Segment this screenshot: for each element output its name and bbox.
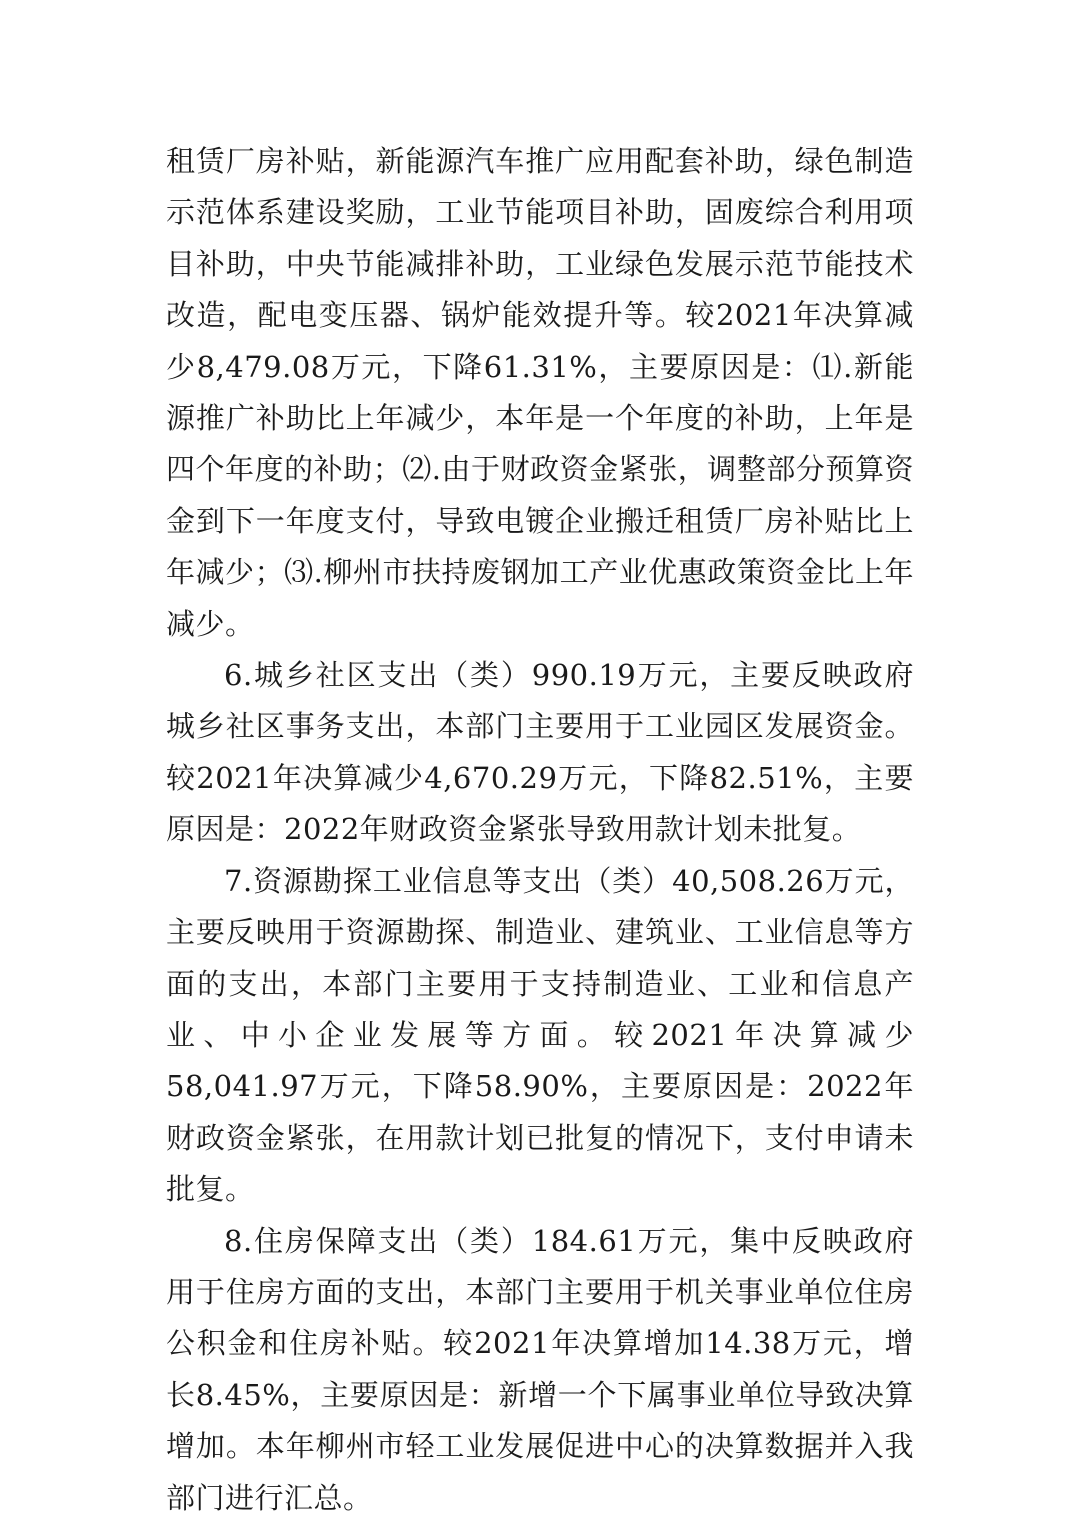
document-body: [166, 136, 914, 1524]
paragraph-resource-industry-info-expenditure: 7.资源勘探工业信息等支出（类）40,508.26万元，主要反映用于资源勘探、制造业、建筑业、工业信息等方面的支出，本部门主要用于支持制造业、工业和信息产业、中小企业发展等方面。较2021年决算减少58,041.97万元，下降58.90%，主要原因是：2022年财政资金紧张，在用款计划已批复的情况下，支付申请未批复。: [166, 863, 914, 1207]
paragraph-urban-rural-community-expenditure: 6.城乡社区支出（类）990.19万元，主要反映政府城乡社区事务支出，本部门主要用于工业园区发展资金。较2021年决算减少4,670.29万元，下降82.51%，主要原因是：2022年财政资金紧张导致用款计划未批复。: [166, 658, 914, 847]
paragraph-housing-security-expenditure: 8.住房保障支出（类）184.61万元，集中反映政府用于住房方面的支出，本部门主要用于机关事业单位住房公积金和住房补贴。较2021年决算增加14.38万元，增长8.45%，主要原因是：新增一个下属事业单位导致决算增加。本年柳州市轻工业发展促进中心的决算数据并入我部门进行汇总。: [166, 1223, 914, 1515]
paragraph-continuation: 租赁厂房补贴，新能源汽车推广应用配套补助，绿色制造示范体系建设奖励，工业节能项目补助，固废综合利用项目补助，中央节能减排补助，工业绿色发展示范节能技术改造，配电变压器、锅炉能效提升等。较2021年决算减少8,479.08万元，下降61.31%，主要原因是：⑴.新能源推广补助比上年减少，本年是一个年度的补助，上年是四个年度的补助；⑵.由于财政资金紧张，调整部分预算资金到下一年度支付，导致电镀企业搬迁租赁厂房补贴比上年减少；⑶.柳州市扶持废钢加工产业优惠政策资金比上年减少。: [166, 144, 914, 641]
